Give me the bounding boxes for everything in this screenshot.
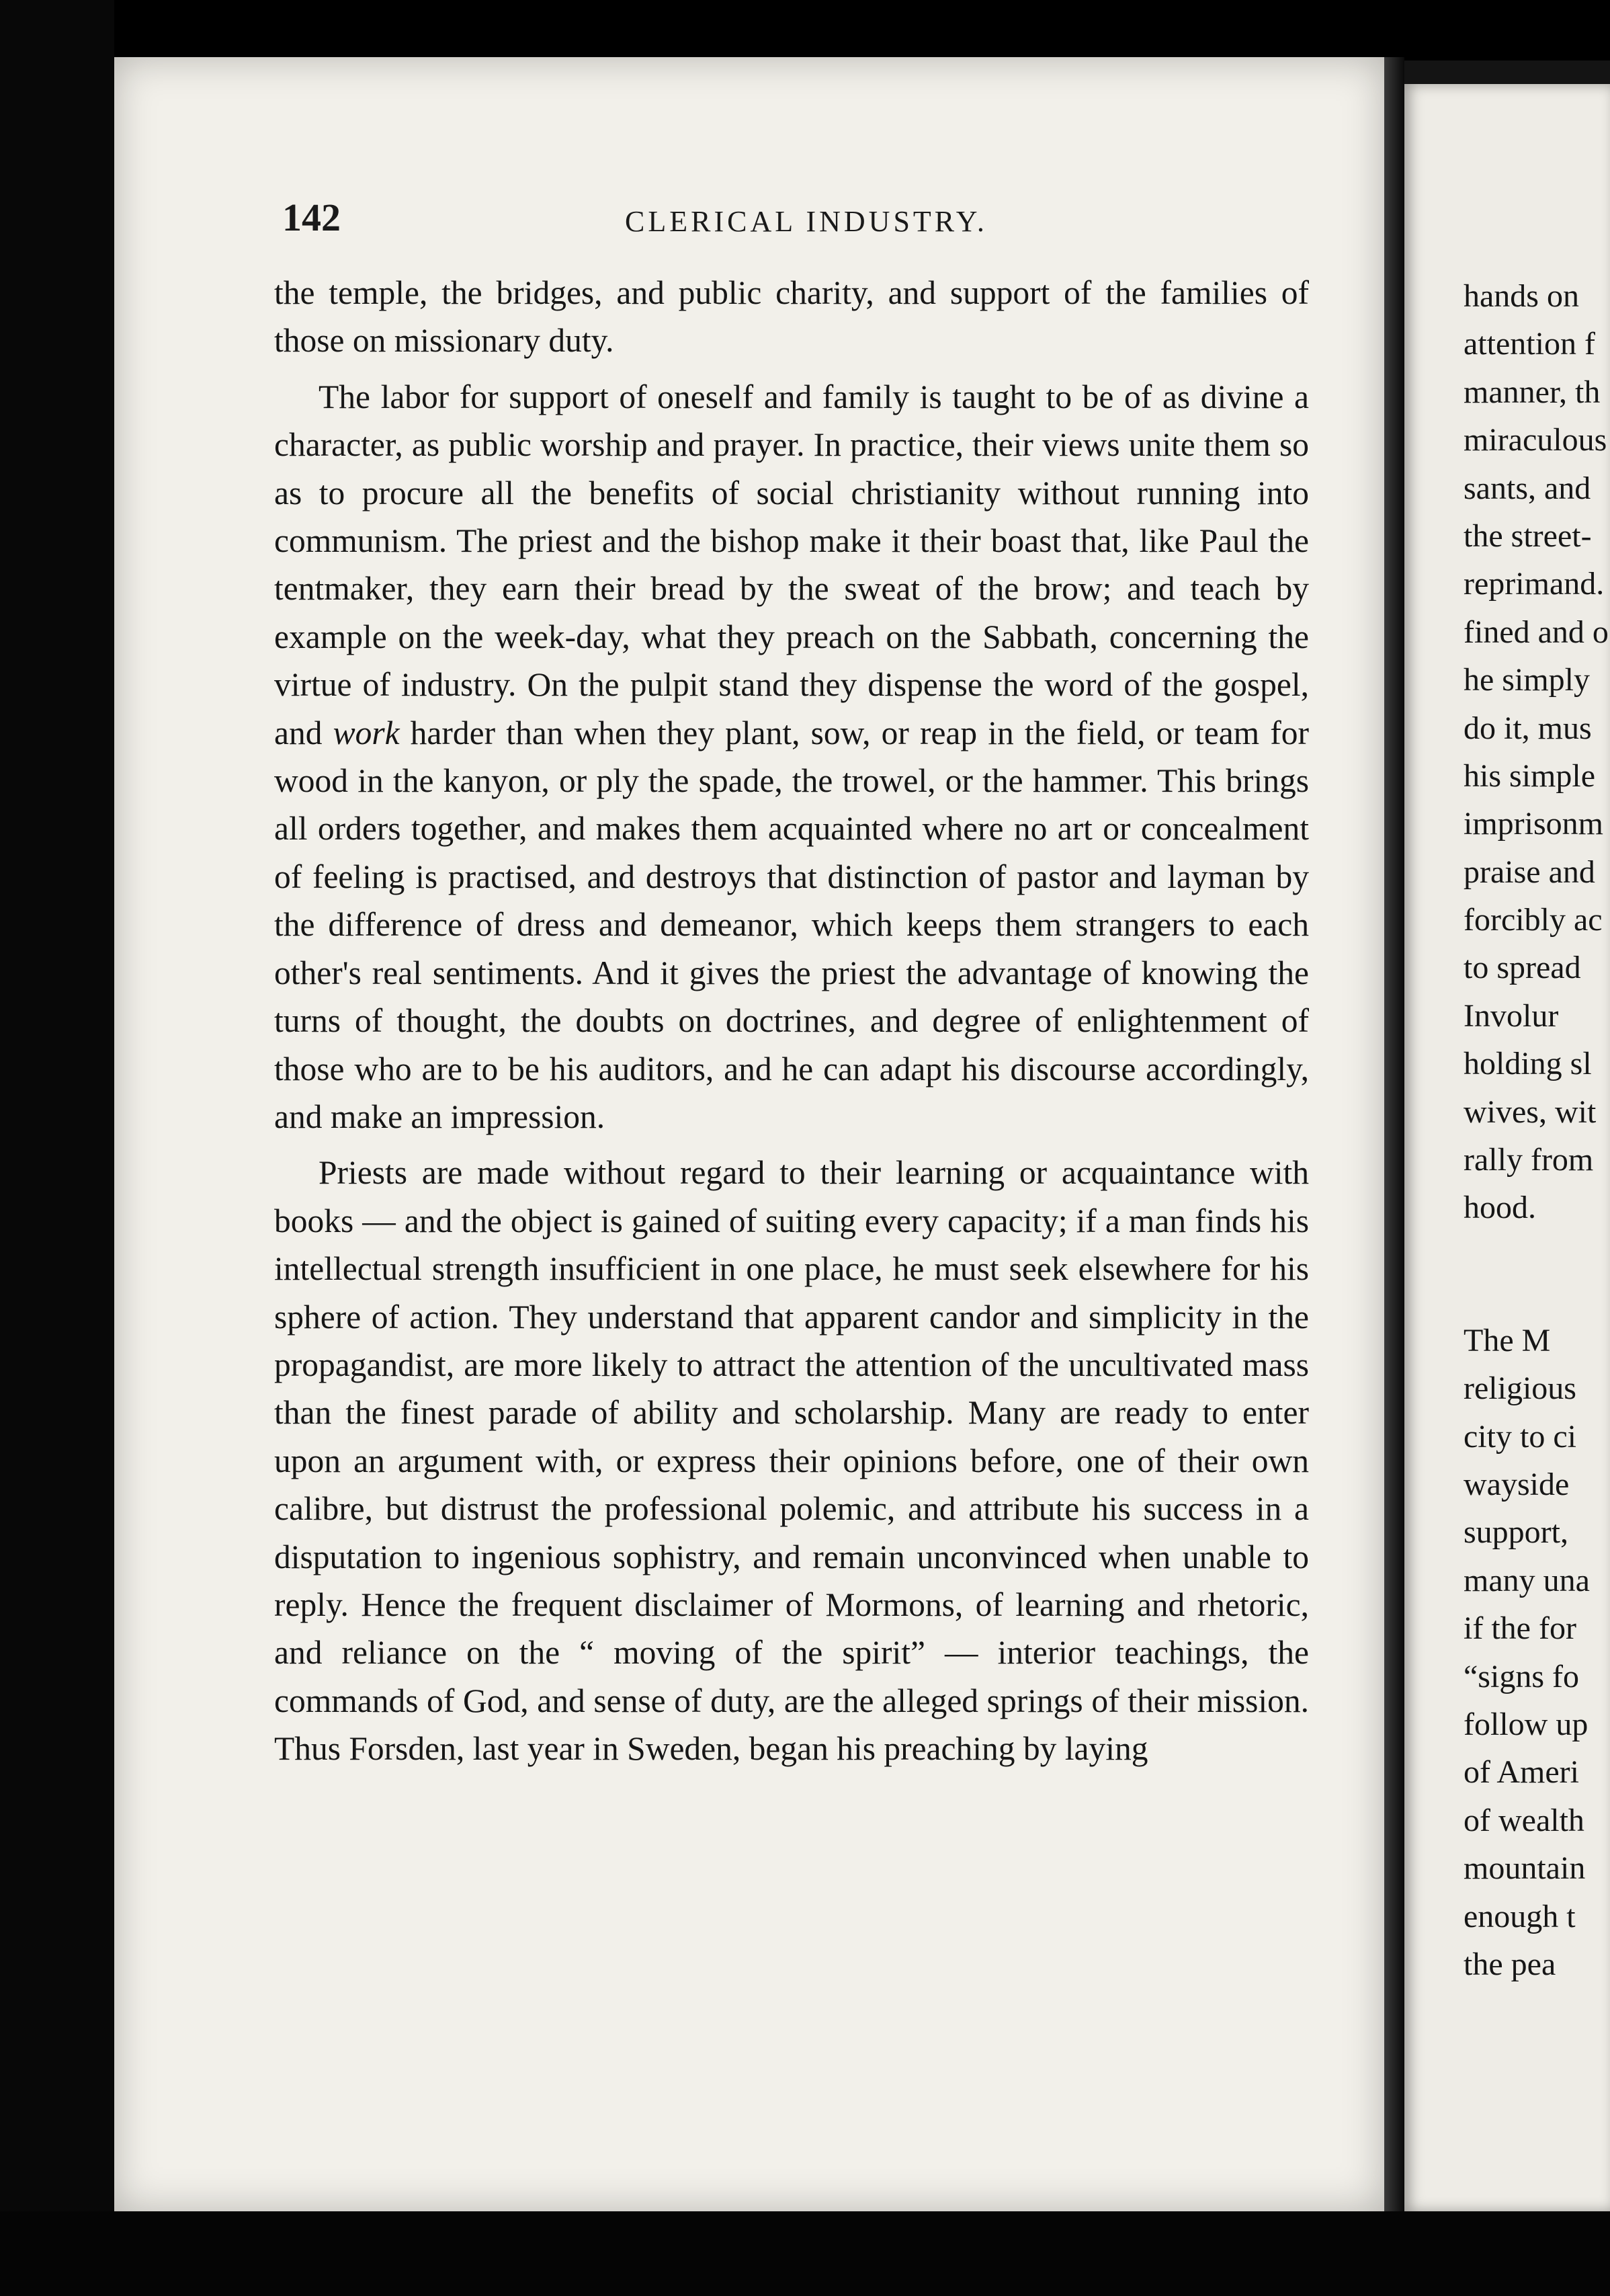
right-line: many una <box>1464 1562 1590 1598</box>
right-line: the pea <box>1464 1946 1556 1982</box>
right-line: if the for <box>1464 1610 1576 1647</box>
right-line: do it, mus <box>1464 710 1592 746</box>
right-line: imprisonm <box>1464 806 1604 842</box>
paragraph-priests: Priests are made without regard to their learning or acquaintance with books — and the object is gained of suiting every capacity; if a man finds his intellectual strength insufficient in one place, he must seek elsewhere for his sphere of action. They understand that apparent candor and simplicity in the propagandist, are more likely to attract the attention of the uncultivated mass than the finest parade of ability and scholarship. Many are ready to enter upon an argument with, or express their opinions before, one of their own calibre, but distrust the professional polemic, and attribute his success in a disputation to ingenious sophistry, and remain unconvinced when unable to reply. Hence the frequent disclaimer of Mormons, of learning and rhetoric, and reliance on the “ moving of the spirit” — interior teachings, the commands of God, and sense of duty, are the alleged springs of their mission. Thus Forsden, last year in Sweden, began his preaching by laying <box>274 1154 1309 1768</box>
right-page-text <box>1464 272 1610 1988</box>
right-line: to spread <box>1464 950 1581 986</box>
scan-border-top <box>0 0 1610 60</box>
running-title: CLERICAL INDUSTRY. <box>625 205 988 238</box>
book-spine <box>1384 57 1404 2211</box>
scan-border-bottom <box>0 2211 1610 2296</box>
paragraph-text-part: harder than when they plant, sow, or reap in the field, or team for wood in the kanyon, or ply the spade, the trowel, or the hammer. This brings all orders together, and makes them acquainted where no art or concealment of feeling is practised, and destroys that distinction of pastor and layman by the difference of dress and demeanor, which keeps them strangers to each other's real sentiments. And it gives the priest the advantage of knowing the turns of thought, the doubts on doctrines, and degree of enlightenment of those who are to be his auditors, and he can adapt his discourse accordingly, and make an impression. <box>274 714 1309 1135</box>
right-line: support, <box>1464 1514 1568 1551</box>
right-line: mountain <box>1464 1850 1586 1887</box>
page-number: 142 <box>282 196 341 239</box>
scan-border-left <box>0 0 114 2296</box>
right-line: praise and <box>1464 854 1595 890</box>
paragraph-text-part: The labor for support of oneself and family is taught to be of as divine a character, as public worship and prayer. In practice, their views unite them so as to procure all the benefits of social christianity without running into communism. The priest and the bishop make it their boast that, like Paul the tentmaker, they earn their bread by the sweat of the brow; and teach by example on the week-day, what they preach on the Sabbath, concerning the virtue of industry. On the pulpit stand they dispense the word of the gospel, and <box>274 378 1309 751</box>
right-line: holding sl <box>1464 1046 1592 1082</box>
emphasis-work: work <box>333 714 400 751</box>
body-text <box>274 269 1309 1781</box>
right-line: enough t <box>1464 1898 1576 1934</box>
right-line: manner, th <box>1464 374 1601 410</box>
right-line: rally from <box>1464 1142 1594 1178</box>
paragraph-clerical-labor <box>274 373 1309 1141</box>
right-line: sants, and <box>1464 470 1591 506</box>
right-line: hands on <box>1464 278 1579 314</box>
right-line: wives, wit <box>1464 1094 1597 1130</box>
right-line: of wealth <box>1464 1802 1584 1838</box>
right-line: city to ci <box>1464 1418 1576 1454</box>
section-gap <box>1464 1232 1610 1317</box>
running-head <box>282 195 1310 255</box>
right-line: “signs fo <box>1464 1658 1579 1694</box>
right-line: reprimand. <box>1464 566 1605 602</box>
right-line: he simply <box>1464 662 1590 698</box>
right-line: attention f <box>1464 326 1595 362</box>
right-line: fined and o <box>1464 614 1609 650</box>
right-line: forcibly ac <box>1464 902 1603 938</box>
right-line: miraculous <box>1464 422 1607 458</box>
right-line: the street- <box>1464 518 1592 554</box>
right-line: The M <box>1464 1322 1551 1358</box>
right-line: his simple <box>1464 757 1596 794</box>
right-line: of Ameri <box>1464 1754 1579 1791</box>
right-line: religious <box>1464 1370 1576 1407</box>
right-line: follow up <box>1464 1706 1588 1742</box>
right-line: wayside <box>1464 1466 1570 1502</box>
paragraph-continued: the temple, the bridges, and public charity, and support of the families of those on missionary duty. <box>274 274 1309 360</box>
right-line: Involur <box>1464 997 1559 1034</box>
right-line: hood. <box>1464 1190 1536 1226</box>
